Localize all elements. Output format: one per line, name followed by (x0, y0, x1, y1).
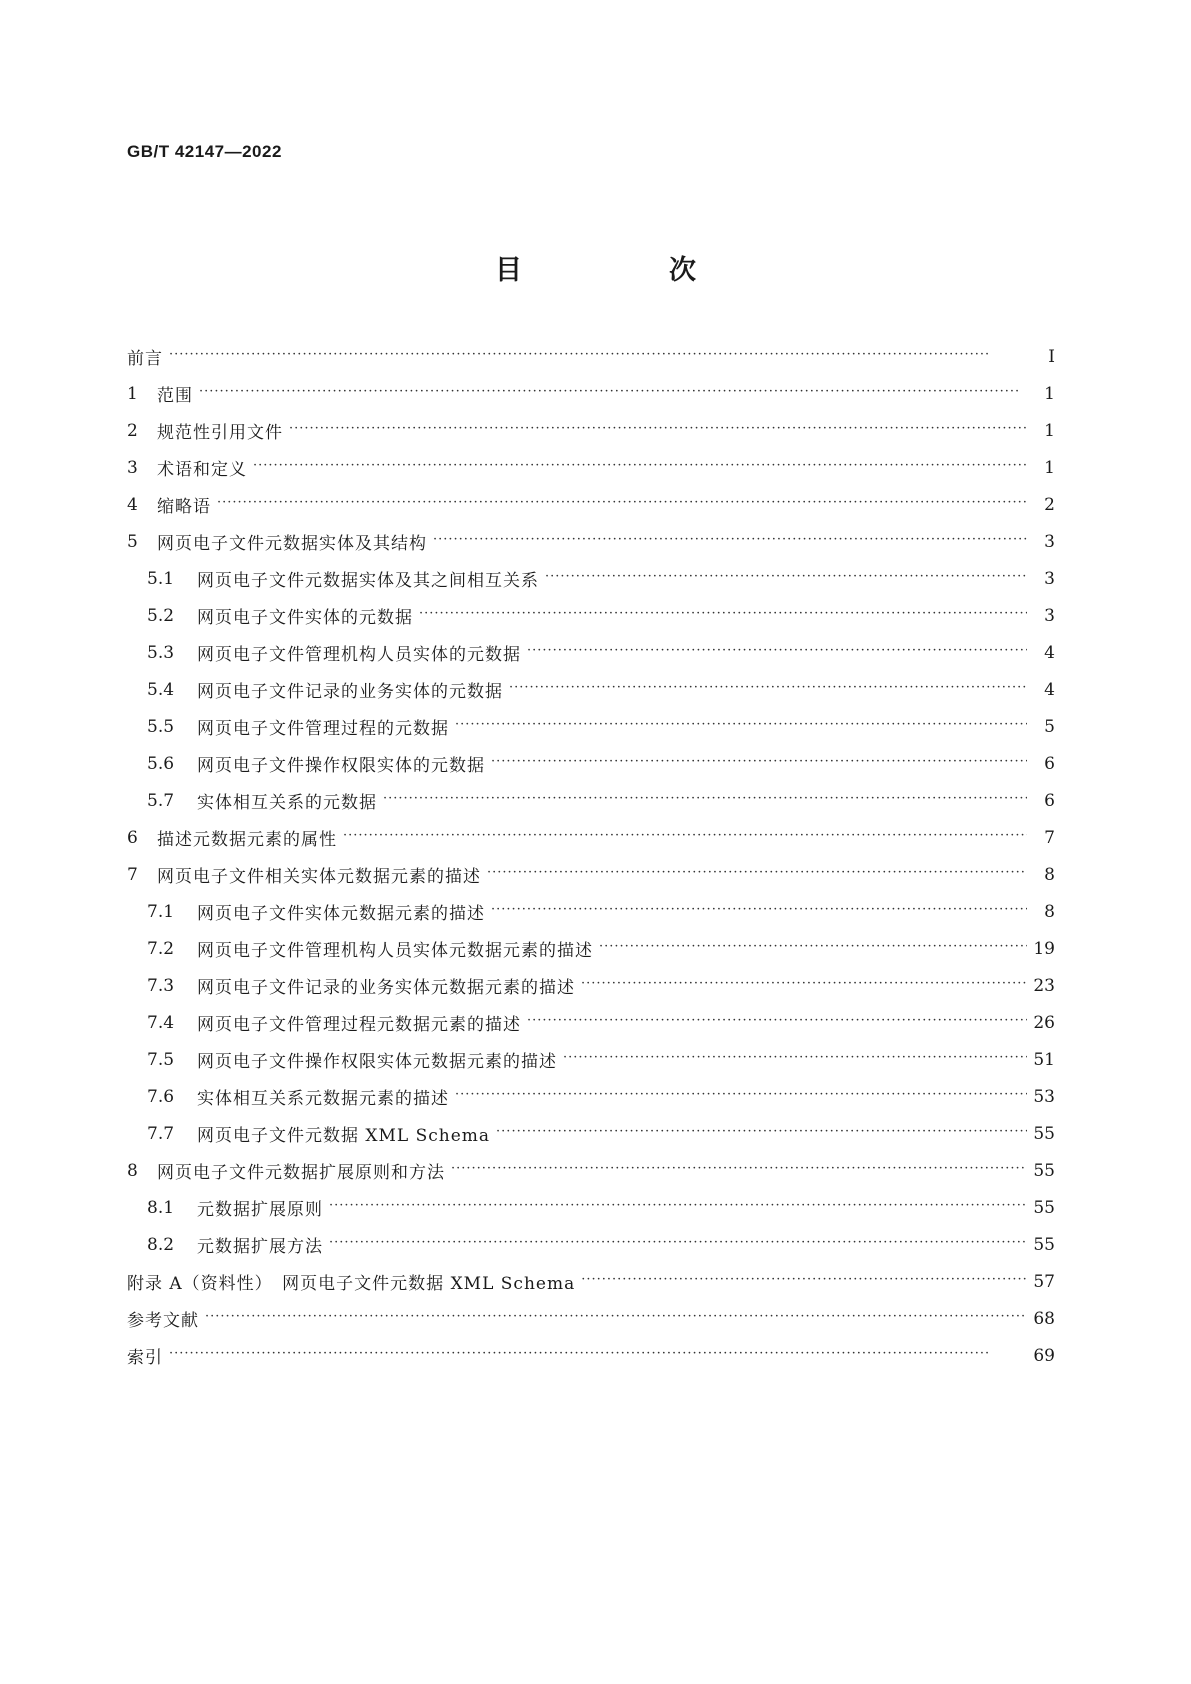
toc-entry-number: 1 (127, 383, 138, 404)
toc-entry-page: 68 (1033, 1308, 1055, 1329)
toc-entry-label: 网页电子文件管理过程元数据元素的描述 (197, 1015, 521, 1035)
toc-entry-page: 55 (1033, 1234, 1055, 1255)
toc-entry-label: 术语和定义 (157, 460, 247, 480)
standard-code: GB/T 42147—2022 (127, 142, 282, 161)
toc-leader-dots (383, 791, 1027, 811)
toc-entry-page: 7 (1044, 827, 1055, 848)
toc-entry-number: 7 (127, 864, 138, 885)
toc-leader-dots (491, 754, 1027, 774)
toc-entry-number: 7.4 (147, 1012, 175, 1033)
toc-leader-dots (419, 606, 1027, 626)
toc-entry-label: 元数据扩展方法 (197, 1237, 323, 1257)
toc-entry-label: 网页电子文件实体元数据元素的描述 (197, 904, 485, 924)
toc-entry-page: 3 (1044, 531, 1055, 552)
toc-entry-label: 实体相互关系元数据元素的描述 (197, 1089, 449, 1109)
toc-entry-number: 6 (127, 827, 138, 848)
toc-entry-page: 1 (1044, 457, 1055, 478)
toc-entry[interactable] (127, 634, 1055, 671)
toc-entry-page: 6 (1044, 790, 1055, 811)
toc-entry[interactable] (127, 745, 1055, 782)
toc-entry[interactable] (127, 856, 1055, 893)
toc-entry-page: 57 (1033, 1271, 1055, 1292)
toc-entry-page: 26 (1033, 1012, 1055, 1033)
toc-leader-dots (253, 458, 1027, 478)
toc-entry-page: 19 (1033, 938, 1055, 959)
toc-entry[interactable] (127, 338, 1055, 375)
toc-entry-page: 3 (1044, 605, 1055, 626)
toc-entry[interactable] (127, 1337, 1055, 1374)
toc-entry[interactable] (127, 1004, 1055, 1041)
toc-entry-label: 网页电子文件元数据实体及其结构 (157, 534, 427, 554)
toc-entry-number: 8.1 (147, 1197, 175, 1218)
toc-leader-dots (451, 1161, 1027, 1181)
toc-entry-label: 前言 (127, 349, 163, 369)
toc-entry[interactable] (127, 708, 1055, 745)
toc-entry-label: 缩略语 (157, 497, 211, 517)
toc-entry-label: 网页电子文件操作权限实体的元数据 (197, 756, 485, 776)
toc-entry-number: 8 (127, 1160, 138, 1181)
toc-leader-dots (169, 1346, 1027, 1366)
toc-entry-number: 7.2 (147, 938, 175, 959)
toc-entry-page: 6 (1044, 753, 1055, 774)
toc-leader-dots (545, 569, 1027, 589)
toc-entry[interactable] (127, 1078, 1055, 1115)
toc-entry-label: 网页电子文件元数据 XML Schema (197, 1126, 491, 1146)
toc-leader-dots (205, 1309, 1027, 1329)
toc-entry-page: 5 (1044, 716, 1055, 737)
toc-entry-label: 附录 A（资料性） 网页电子文件元数据 XML Schema (127, 1274, 576, 1294)
toc-entry-page: 51 (1033, 1049, 1055, 1070)
toc-entry-page: 4 (1044, 679, 1055, 700)
toc-leader-dots (487, 865, 1027, 885)
toc-entry-page: 69 (1033, 1345, 1055, 1366)
toc-entry-number: 7.1 (147, 901, 175, 922)
toc-entry-page: 55 (1033, 1160, 1055, 1181)
toc-entry[interactable] (127, 486, 1055, 523)
toc-entry-page: 55 (1033, 1197, 1055, 1218)
toc-entry-number: 5.2 (147, 605, 175, 626)
toc-entry[interactable] (127, 1189, 1055, 1226)
toc-leader-dots (491, 902, 1027, 922)
toc-entry-number: 5 (127, 531, 138, 552)
toc-entry[interactable] (127, 819, 1055, 856)
toc-entry[interactable] (127, 597, 1055, 634)
toc-entry[interactable] (127, 930, 1055, 967)
toc-leader-dots (343, 828, 1027, 848)
toc-leader-dots (329, 1235, 1027, 1255)
toc-entry-number: 5.3 (147, 642, 175, 663)
toc-entry[interactable] (127, 1115, 1055, 1152)
toc-leader-dots (581, 976, 1027, 996)
toc-entry[interactable] (127, 412, 1055, 449)
toc-leader-dots (599, 939, 1027, 959)
toc-leader-dots (509, 680, 1027, 700)
toc-entry-number: 7.6 (147, 1086, 175, 1107)
toc-entry-page: 55 (1033, 1123, 1055, 1144)
toc-entry[interactable] (127, 782, 1055, 819)
toc-entry-label: 索引 (127, 1348, 163, 1368)
toc-entry-number: 7.3 (147, 975, 175, 996)
toc-entry-number: 4 (127, 494, 138, 515)
toc-entry-page: 8 (1044, 901, 1055, 922)
toc-entry-page: 2 (1044, 494, 1055, 515)
toc-entry-number: 5.1 (147, 568, 175, 589)
toc-entry-page: Ⅰ (1048, 346, 1055, 367)
toc-entry[interactable] (127, 893, 1055, 930)
toc-entry-number: 3 (127, 457, 138, 478)
toc-entry[interactable] (127, 449, 1055, 486)
toc-entry[interactable] (127, 560, 1055, 597)
toc-leader-dots (455, 1087, 1027, 1107)
toc-leader-dots (527, 643, 1027, 663)
toc-entry-label: 网页电子文件元数据扩展原则和方法 (157, 1163, 445, 1183)
toc-entry[interactable] (127, 1041, 1055, 1078)
toc-entry[interactable] (127, 1226, 1055, 1263)
toc-entry-number: 5.4 (147, 679, 175, 700)
toc-leader-dots (527, 1013, 1027, 1033)
toc-entry-number: 7.7 (147, 1123, 175, 1144)
toc-leader-dots (169, 347, 1027, 367)
toc-leader-dots (217, 495, 1027, 515)
toc-entry[interactable] (127, 375, 1055, 412)
toc-entry-label: 网页电子文件管理过程的元数据 (197, 719, 449, 739)
toc-entry-label: 规范性引用文件 (157, 423, 283, 443)
toc-entry[interactable] (127, 1263, 1055, 1300)
toc-entry-label: 描述元数据元素的属性 (157, 830, 337, 850)
toc-entry-number: 5.5 (147, 716, 175, 737)
toc-entry-page: 8 (1044, 864, 1055, 885)
toc-leader-dots (581, 1272, 1027, 1292)
toc-entry-label: 网页电子文件管理机构人员实体元数据元素的描述 (197, 941, 593, 961)
toc-entry[interactable] (127, 967, 1055, 1004)
toc-entry-number: 7.5 (147, 1049, 175, 1070)
toc-leader-dots (496, 1124, 1027, 1144)
toc-entry-label: 网页电子文件记录的业务实体的元数据 (197, 682, 503, 702)
toc-leader-dots (289, 421, 1027, 441)
toc-entry-label: 范围 (157, 386, 193, 406)
toc-entry[interactable] (127, 671, 1055, 708)
toc-leader-dots (455, 717, 1027, 737)
toc-leader-dots (563, 1050, 1027, 1070)
page-title: 目 次 (495, 255, 756, 286)
toc-entry-number: 2 (127, 420, 138, 441)
toc-entry[interactable] (127, 523, 1055, 560)
toc-entry-label: 参考文献 (127, 1311, 199, 1331)
toc-entry-number: 5.6 (147, 753, 175, 774)
toc-entry-page: 23 (1033, 975, 1055, 996)
toc-entry-label: 网页电子文件记录的业务实体元数据元素的描述 (197, 978, 575, 998)
table-of-contents (127, 338, 1055, 1374)
toc-entry-label: 元数据扩展原则 (197, 1200, 323, 1220)
toc-entry[interactable] (127, 1152, 1055, 1189)
toc-entry-page: 3 (1044, 568, 1055, 589)
toc-entry-label: 网页电子文件相关实体元数据元素的描述 (157, 867, 481, 887)
toc-entry-label: 网页电子文件元数据实体及其之间相互关系 (197, 571, 539, 591)
toc-entry-page: 53 (1033, 1086, 1055, 1107)
toc-entry-label: 实体相互关系的元数据 (197, 793, 377, 813)
toc-entry-label: 网页电子文件管理机构人员实体的元数据 (197, 645, 521, 665)
toc-entry-number: 5.7 (147, 790, 175, 811)
toc-entry-page: 4 (1044, 642, 1055, 663)
toc-entry-number: 8.2 (147, 1234, 175, 1255)
toc-entry-label: 网页电子文件操作权限实体元数据元素的描述 (197, 1052, 557, 1072)
toc-leader-dots (329, 1198, 1027, 1218)
toc-entry[interactable] (127, 1300, 1055, 1337)
toc-entry-page: 1 (1044, 383, 1055, 404)
toc-entry-label: 网页电子文件实体的元数据 (197, 608, 413, 628)
toc-leader-dots (433, 532, 1027, 552)
toc-leader-dots (199, 384, 1027, 404)
toc-entry-page: 1 (1044, 420, 1055, 441)
